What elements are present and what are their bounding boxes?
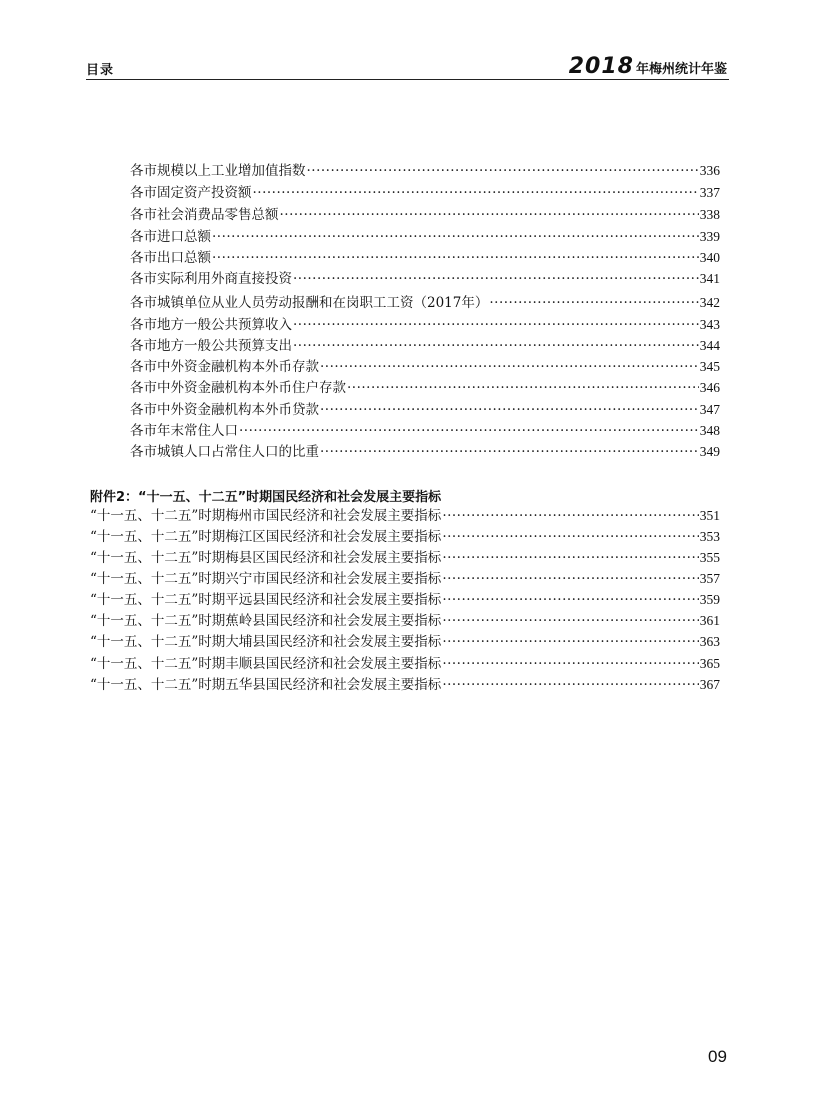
toc-entry[interactable]	[90, 526, 720, 547]
toc-entry-title: “十一五、十二五”时期大埔县国民经济和社会发展主要指标	[90, 634, 442, 650]
leader-dots	[320, 357, 699, 378]
toc-entry[interactable]	[130, 335, 720, 356]
leader-dots	[442, 548, 698, 569]
toc-entry-page: 361	[699, 613, 720, 628]
toc-entry[interactable]	[130, 441, 720, 462]
toc-entry-title: 各市社会消费品零售总额	[130, 207, 279, 223]
toc-entry-title: “十一五、十二五”时期丰顺县国民经济和社会发展主要指标	[90, 656, 442, 672]
leader-dots	[280, 205, 699, 226]
toc-entry[interactable]	[130, 160, 720, 181]
header-book-title	[569, 54, 727, 79]
toc-entry-page: 357	[699, 571, 720, 586]
leader-dots	[442, 527, 698, 548]
leader-dots	[293, 315, 699, 336]
toc-entry-page: 339	[699, 229, 720, 244]
leader-dots	[212, 248, 699, 269]
toc-entry-title: 各市进口总额	[130, 229, 211, 245]
toc-entry[interactable]	[130, 204, 720, 225]
leader-dots	[293, 269, 699, 290]
toc-entry-page: 348	[699, 423, 720, 438]
toc-entry[interactable]	[130, 247, 720, 268]
leader-dots	[239, 421, 699, 442]
leader-dots	[442, 590, 698, 611]
toc-entry[interactable]	[130, 356, 720, 377]
toc-entry-page: 355	[699, 550, 720, 565]
toc-entry-page: 363	[699, 634, 720, 649]
toc-entry[interactable]	[130, 182, 720, 203]
toc-entry-title: “十一五、十二五”时期蕉岭县国民经济和社会发展主要指标	[90, 613, 442, 629]
toc-entry-page: 346	[699, 380, 720, 395]
leader-dots	[442, 506, 698, 527]
toc-entry-title: 各市中外资金融机构本外币存款	[130, 359, 319, 375]
leader-dots	[253, 183, 699, 204]
toc-entry-title: “十一五、十二五”时期梅县区国民经济和社会发展主要指标	[90, 550, 442, 566]
toc-entry-page: 337	[699, 185, 720, 200]
leader-dots	[307, 161, 699, 182]
toc-entry-page: 341	[699, 271, 720, 286]
toc-entry-title: 各市实际利用外商直接投资	[130, 271, 292, 287]
leader-dots	[293, 336, 699, 357]
leader-dots	[442, 654, 698, 675]
toc-entry-page: 338	[699, 207, 720, 222]
toc-entry-page: 359	[699, 592, 720, 607]
toc-entry-page: 349	[699, 444, 720, 459]
toc-entry[interactable]	[90, 547, 720, 568]
toc-entry-title: 各市出口总额	[130, 250, 211, 266]
toc-entry-title: 各市城镇人口占常住人口的比重	[130, 444, 319, 460]
toc-entry-title: “十一五、十二五”时期梅江区国民经济和社会发展主要指标	[90, 529, 442, 545]
header-title-text: 年梅州统计年鉴	[635, 62, 727, 77]
toc-entry-page: 342	[699, 295, 720, 310]
toc-entry-title: “十一五、十二五”时期梅州市国民经济和社会发展主要指标	[90, 508, 442, 524]
leader-dots	[320, 400, 699, 421]
toc-entry-page: 336	[699, 163, 720, 178]
toc-entry-page: 365	[699, 656, 720, 671]
toc-entry-page: 344	[699, 338, 720, 353]
toc-entry[interactable]	[90, 674, 720, 695]
toc-entry-title: 各市规模以上工业增加值指数	[130, 163, 306, 179]
toc-entry-page: 353	[699, 529, 720, 544]
toc-entry[interactable]	[90, 568, 720, 589]
header-section-label: 目录	[86, 63, 115, 78]
toc-entry-title: 各市城镇单位从业人员劳动报酬和在岗职工工资（2017年）	[130, 295, 489, 311]
toc-entry-title: “十一五、十二五”时期平远县国民经济和社会发展主要指标	[90, 592, 442, 608]
leader-dots	[442, 675, 698, 696]
toc-entry-page: 345	[699, 359, 720, 374]
toc-entry[interactable]	[130, 268, 720, 289]
toc-entry-page: 340	[699, 250, 720, 265]
header-year: 2018	[568, 54, 634, 79]
toc-entry[interactable]	[130, 377, 720, 398]
toc-entry-title: 各市地方一般公共预算收入	[130, 317, 292, 333]
toc-entry-title: “十一五、十二五”时期五华县国民经济和社会发展主要指标	[90, 677, 442, 693]
toc-entry-title: 各市中外资金融机构本外币贷款	[130, 402, 319, 418]
leader-dots	[442, 611, 698, 632]
header-divider	[86, 79, 729, 80]
page-number: 09	[708, 1047, 727, 1066]
appendix-heading: 附件2：“十一五、十二五”时期国民经济和社会发展主要指标	[90, 490, 442, 505]
toc-entry[interactable]	[90, 589, 720, 610]
toc-entry-page: 351	[699, 508, 720, 523]
toc-entry[interactable]	[130, 314, 720, 335]
running-header	[86, 54, 729, 78]
leader-dots	[212, 227, 699, 248]
toc-entry[interactable]	[90, 631, 720, 652]
toc-entry-page: 343	[699, 317, 720, 332]
leader-dots	[489, 293, 698, 314]
toc-entry[interactable]	[130, 399, 720, 420]
toc-entry[interactable]	[90, 505, 720, 526]
toc-entry[interactable]	[130, 420, 720, 441]
leader-dots	[320, 442, 699, 463]
leader-dots	[347, 378, 699, 399]
toc-entry-page: 347	[699, 402, 720, 417]
toc-entry[interactable]	[130, 292, 720, 313]
toc-entry-title: 各市地方一般公共预算支出	[130, 338, 292, 354]
toc-entry-title: 各市年末常住人口	[130, 423, 238, 439]
toc-entry-title: 各市中外资金融机构本外币住户存款	[130, 380, 346, 396]
toc-entry-title: “十一五、十二五”时期兴宁市国民经济和社会发展主要指标	[90, 571, 442, 587]
leader-dots	[442, 569, 698, 590]
toc-entry[interactable]	[90, 610, 720, 631]
leader-dots	[442, 632, 698, 653]
toc-entry[interactable]	[130, 226, 720, 247]
toc-entry-page: 367	[699, 677, 720, 692]
toc-entry-title: 各市固定资产投资额	[130, 185, 252, 201]
toc-entry[interactable]	[90, 653, 720, 674]
